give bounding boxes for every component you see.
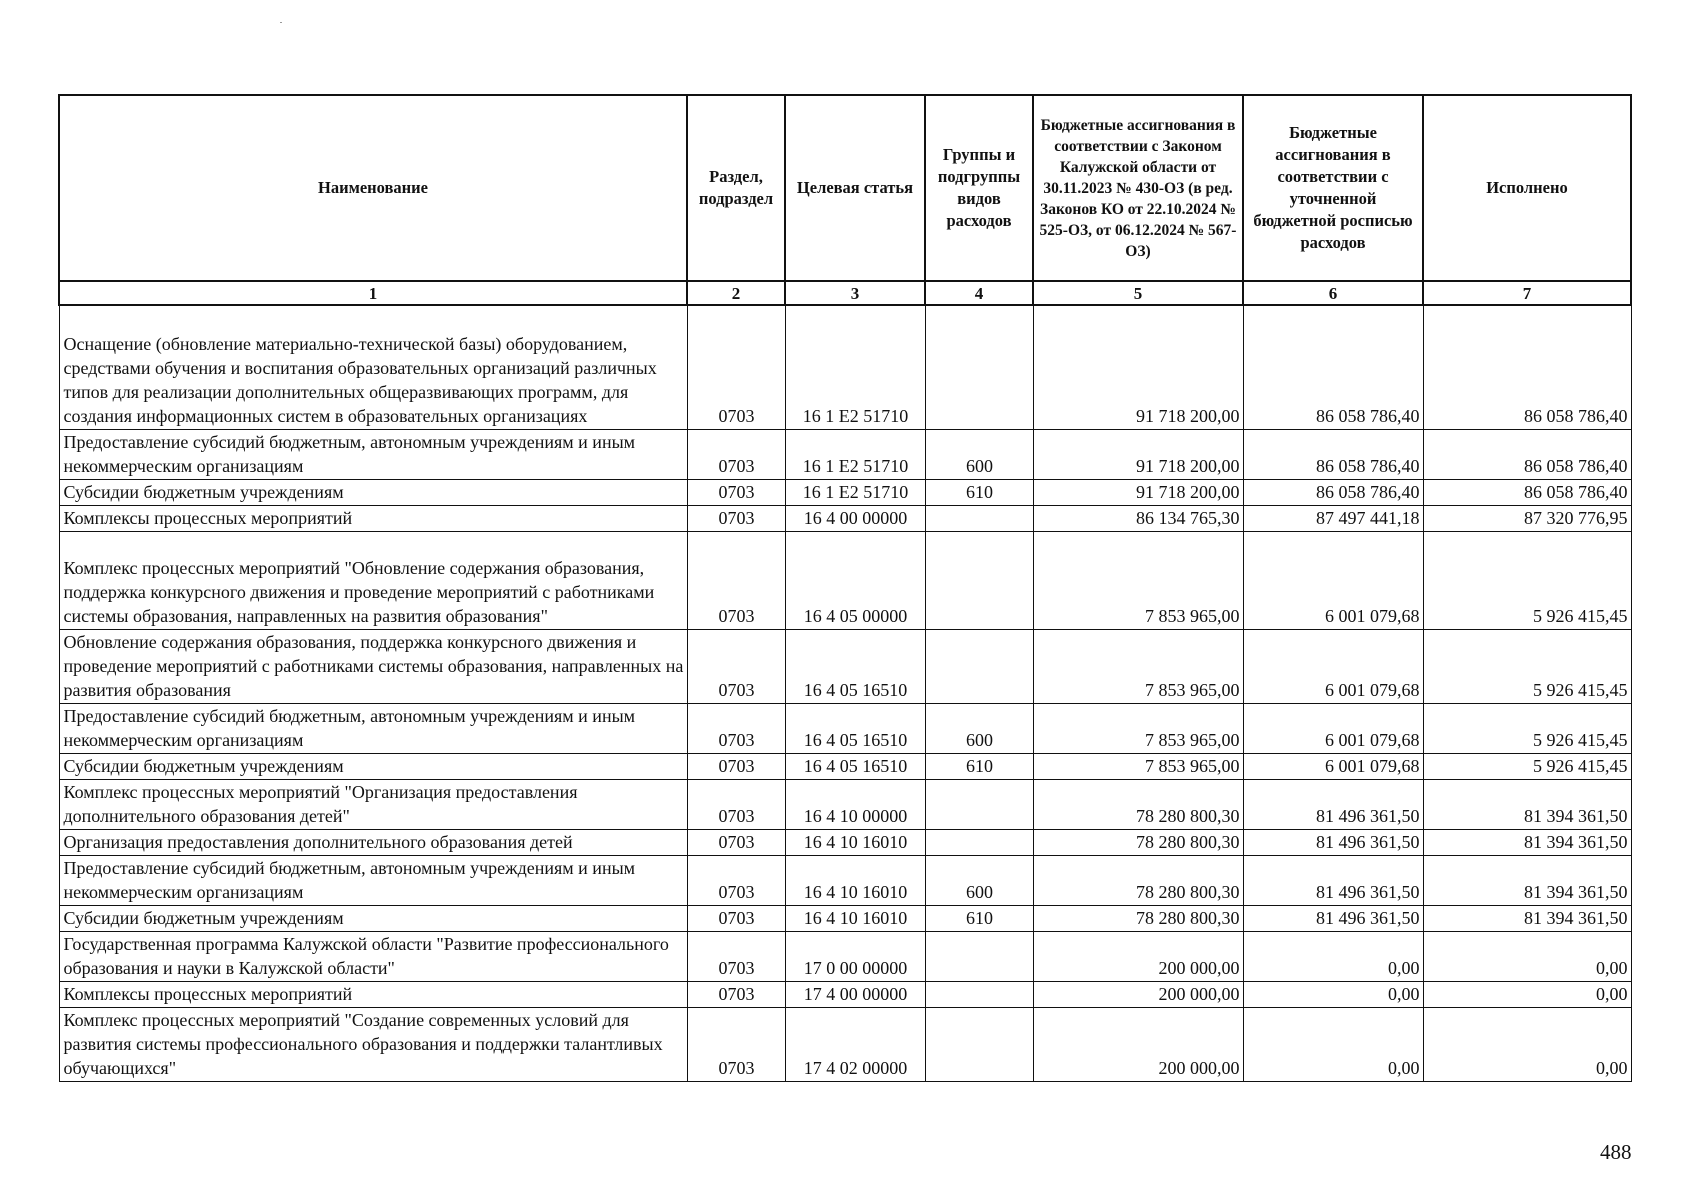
row-group [925, 1007, 1033, 1081]
row-refined-amount: 81 496 361,50 [1243, 779, 1423, 829]
row-section: 0703 [687, 305, 785, 429]
table-row [59, 779, 1631, 829]
row-executed-amount: 81 394 361,50 [1423, 779, 1631, 829]
col-header-refined: Бюджетные ассигнования в соответствии с уточненной бюджетной росписью расходов [1243, 95, 1423, 281]
table-row [59, 429, 1631, 479]
row-section: 0703 [687, 905, 785, 931]
row-section: 0703 [687, 753, 785, 779]
row-group: 610 [925, 905, 1033, 931]
row-name: Государственная программа Калужской области "Развитие профессионального образования и науки в Калужской области" [59, 931, 687, 981]
row-law-amount: 200 000,00 [1033, 981, 1243, 1007]
col-number-4: 4 [925, 281, 1033, 305]
table-row [59, 981, 1631, 1007]
row-law-amount: 91 718 200,00 [1033, 429, 1243, 479]
col-header-executed: Исполнено [1423, 95, 1631, 281]
row-section: 0703 [687, 505, 785, 531]
row-target: 16 4 10 16010 [785, 829, 925, 855]
row-group: 600 [925, 703, 1033, 753]
table-row [59, 905, 1631, 931]
row-law-amount: 200 000,00 [1033, 931, 1243, 981]
row-law-amount: 78 280 800,30 [1033, 779, 1243, 829]
row-name: Оснащение (обновление материально-технической базы) оборудованием, средствами обучения и воспитания образовательных организаций различных типов для реализации дополнительных общеразвивающих программ, для создания информационных систем в образовательных организациях [59, 305, 687, 429]
row-target: 16 1 Е2 51710 [785, 305, 925, 429]
table-row [59, 753, 1631, 779]
row-name: Комплекс процессных мероприятий "Организация предоставления дополнительного образования детей" [59, 779, 687, 829]
table-row [59, 479, 1631, 505]
row-executed-amount: 0,00 [1423, 1007, 1631, 1081]
row-law-amount: 91 718 200,00 [1033, 305, 1243, 429]
table-row [59, 1007, 1631, 1081]
row-section: 0703 [687, 703, 785, 753]
col-header-name: Наименование [59, 95, 687, 281]
table-row [59, 829, 1631, 855]
row-section: 0703 [687, 629, 785, 703]
row-group [925, 829, 1033, 855]
budget-table [58, 94, 1632, 1082]
row-name: Комплекс процессных мероприятий "Обновление содержания образования, поддержка конкурсного движения и проведение мероприятий с работниками системы образования, направленных на развития образования" [59, 531, 687, 629]
row-executed-amount: 5 926 415,45 [1423, 753, 1631, 779]
col-header-groups: Группы и подгруппы видов расходов [925, 95, 1033, 281]
col-number-5: 5 [1033, 281, 1243, 305]
row-name: Субсидии бюджетным учреждениям [59, 753, 687, 779]
row-section: 0703 [687, 931, 785, 981]
col-number-1: 1 [59, 281, 687, 305]
row-law-amount: 7 853 965,00 [1033, 531, 1243, 629]
row-section: 0703 [687, 779, 785, 829]
row-target: 16 4 00 00000 [785, 505, 925, 531]
page-number: 488 [1600, 1140, 1632, 1164]
scan-speck [280, 22, 282, 23]
row-executed-amount: 81 394 361,50 [1423, 905, 1631, 931]
row-group [925, 931, 1033, 981]
col-header-target: Целевая статья [785, 95, 925, 281]
row-executed-amount: 81 394 361,50 [1423, 829, 1631, 855]
budget-sheet [58, 94, 1630, 1082]
row-refined-amount: 6 001 079,68 [1243, 531, 1423, 629]
row-group: 610 [925, 479, 1033, 505]
row-group [925, 779, 1033, 829]
row-executed-amount: 86 058 786,40 [1423, 479, 1631, 505]
col-header-section: Раздел, подраздел [687, 95, 785, 281]
row-name: Предоставление субсидий бюджетным, автономным учреждениям и иным некоммерческим организациям [59, 429, 687, 479]
row-target: 17 4 02 00000 [785, 1007, 925, 1081]
row-section: 0703 [687, 829, 785, 855]
row-executed-amount: 0,00 [1423, 931, 1631, 981]
row-refined-amount: 0,00 [1243, 981, 1423, 1007]
row-name: Предоставление субсидий бюджетным, автономным учреждениям и иным некоммерческим организациям [59, 855, 687, 905]
row-group [925, 629, 1033, 703]
table-row [59, 629, 1631, 703]
row-refined-amount: 86 058 786,40 [1243, 479, 1423, 505]
row-section: 0703 [687, 531, 785, 629]
row-executed-amount: 5 926 415,45 [1423, 703, 1631, 753]
row-target: 17 0 00 00000 [785, 931, 925, 981]
row-group: 610 [925, 753, 1033, 779]
row-refined-amount: 86 058 786,40 [1243, 305, 1423, 429]
row-target: 16 4 10 16010 [785, 855, 925, 905]
table-row [59, 531, 1631, 629]
row-law-amount: 78 280 800,30 [1033, 829, 1243, 855]
row-target: 16 4 05 00000 [785, 531, 925, 629]
row-law-amount: 78 280 800,30 [1033, 855, 1243, 905]
column-number-row [59, 281, 1631, 305]
table-row [59, 855, 1631, 905]
col-number-2: 2 [687, 281, 785, 305]
col-number-3: 3 [785, 281, 925, 305]
row-target: 16 4 05 16510 [785, 703, 925, 753]
row-law-amount: 78 280 800,30 [1033, 905, 1243, 931]
row-target: 16 1 Е2 51710 [785, 429, 925, 479]
row-executed-amount: 81 394 361,50 [1423, 855, 1631, 905]
row-executed-amount: 87 320 776,95 [1423, 505, 1631, 531]
col-header-law: Бюджетные ассигнования в соответствии с Законом Калужской области от 30.11.2023 № 430-ОЗ (в ред. Законов КО от 22.10.2024 № 525-ОЗ, от 06.12.2024 № 567-ОЗ) [1033, 95, 1243, 281]
row-executed-amount: 86 058 786,40 [1423, 429, 1631, 479]
row-target: 17 4 00 00000 [785, 981, 925, 1007]
row-executed-amount: 86 058 786,40 [1423, 305, 1631, 429]
row-law-amount: 91 718 200,00 [1033, 479, 1243, 505]
row-refined-amount: 81 496 361,50 [1243, 905, 1423, 931]
row-refined-amount: 0,00 [1243, 1007, 1423, 1081]
row-name: Предоставление субсидий бюджетным, автономным учреждениям и иным некоммерческим организациям [59, 703, 687, 753]
row-group: 600 [925, 429, 1033, 479]
row-law-amount: 200 000,00 [1033, 1007, 1243, 1081]
row-law-amount: 7 853 965,00 [1033, 629, 1243, 703]
row-refined-amount: 81 496 361,50 [1243, 855, 1423, 905]
col-number-6: 6 [1243, 281, 1423, 305]
row-name: Субсидии бюджетным учреждениям [59, 905, 687, 931]
row-section: 0703 [687, 981, 785, 1007]
row-refined-amount: 6 001 079,68 [1243, 753, 1423, 779]
row-refined-amount: 87 497 441,18 [1243, 505, 1423, 531]
table-row [59, 931, 1631, 981]
row-group [925, 531, 1033, 629]
row-refined-amount: 6 001 079,68 [1243, 629, 1423, 703]
row-target: 16 4 05 16510 [785, 629, 925, 703]
row-law-amount: 7 853 965,00 [1033, 753, 1243, 779]
row-group [925, 505, 1033, 531]
row-name: Организация предоставления дополнительного образования детей [59, 829, 687, 855]
row-law-amount: 7 853 965,00 [1033, 703, 1243, 753]
row-group [925, 981, 1033, 1007]
row-group [925, 305, 1033, 429]
row-refined-amount: 81 496 361,50 [1243, 829, 1423, 855]
row-name: Субсидии бюджетным учреждениям [59, 479, 687, 505]
row-refined-amount: 6 001 079,68 [1243, 703, 1423, 753]
row-name: Комплекс процессных мероприятий "Создание современных условий для развития системы профессионального образования и поддержки талантливых обучающихся" [59, 1007, 687, 1081]
row-executed-amount: 5 926 415,45 [1423, 629, 1631, 703]
row-target: 16 4 10 16010 [785, 905, 925, 931]
row-target: 16 1 Е2 51710 [785, 479, 925, 505]
row-executed-amount: 0,00 [1423, 981, 1631, 1007]
row-name: Обновление содержания образования, поддержка конкурсного движения и проведение мероприятий с работниками системы образования, направленных на развития образования [59, 629, 687, 703]
row-executed-amount: 5 926 415,45 [1423, 531, 1631, 629]
row-name: Комплексы процессных мероприятий [59, 981, 687, 1007]
row-law-amount: 86 134 765,30 [1033, 505, 1243, 531]
row-target: 16 4 10 00000 [785, 779, 925, 829]
row-name: Комплексы процессных мероприятий [59, 505, 687, 531]
table-row [59, 305, 1631, 429]
row-target: 16 4 05 16510 [785, 753, 925, 779]
header-row [59, 95, 1631, 281]
row-section: 0703 [687, 429, 785, 479]
row-section: 0703 [687, 479, 785, 505]
row-section: 0703 [687, 855, 785, 905]
table-row [59, 505, 1631, 531]
row-section: 0703 [687, 1007, 785, 1081]
col-number-7: 7 [1423, 281, 1631, 305]
row-refined-amount: 86 058 786,40 [1243, 429, 1423, 479]
row-refined-amount: 0,00 [1243, 931, 1423, 981]
table-row [59, 703, 1631, 753]
row-group: 600 [925, 855, 1033, 905]
